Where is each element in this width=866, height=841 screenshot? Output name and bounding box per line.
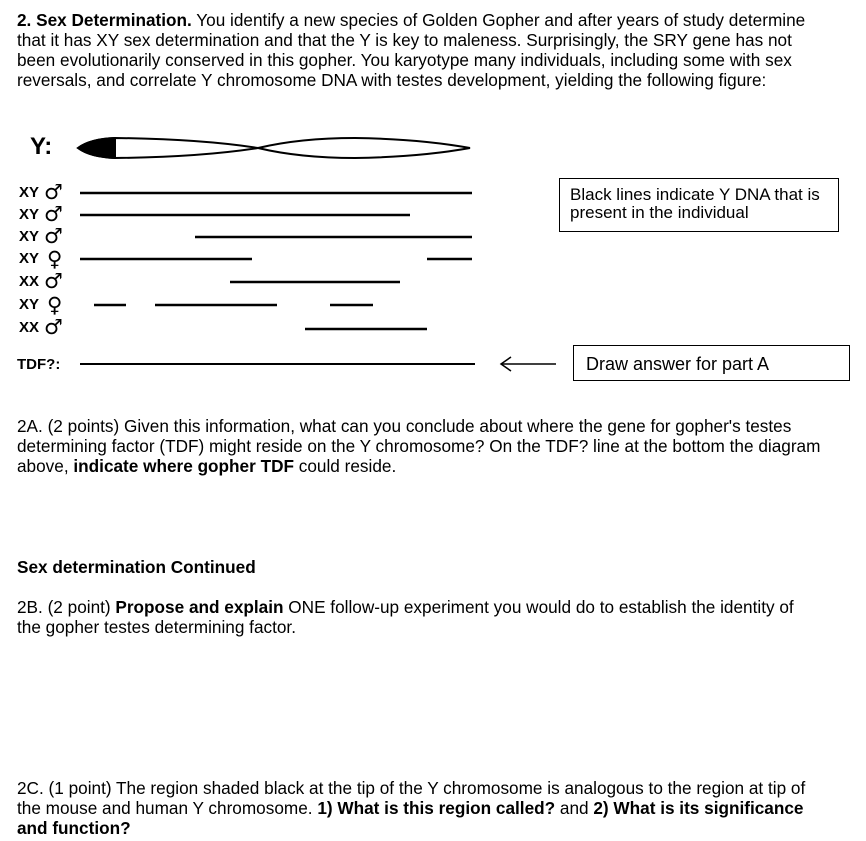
y-dna-lines [80, 193, 472, 329]
question-2b-emphasis: Propose and explain [115, 597, 284, 617]
row-karyotype: XX [19, 273, 40, 290]
question-2-number: 2. [17, 10, 32, 30]
pseudoautosomal-region-shading [78, 138, 115, 158]
row-karyotype: XY [19, 184, 40, 201]
question-2-paragraph [17, 10, 817, 90]
row-karyotype: XX [19, 319, 40, 336]
question-2c-mid: and [555, 798, 594, 818]
question-2a-lead: 2A. (2 points) Given this information, what can you conclude about where the gene for gopher's testes determining factor (TDF) might reside on the Y chromosome? On the TDF? line at the bottom the diagram above, [17, 416, 821, 476]
female-symbol-icon: ♀ [47, 247, 63, 271]
male-symbol-icon: ♂ [44, 269, 63, 293]
row-karyotype: XY [19, 228, 40, 245]
question-2c-paragraph [17, 778, 827, 838]
section-heading: Sex determination Continued [17, 557, 256, 577]
question-2b-tail: ONE follow-up experiment you would do to establish the identity of the gopher testes determining factor. [17, 597, 794, 637]
legend-box: Black lines indicate Y DNA that is present in the individual [559, 178, 839, 232]
question-2-title: Sex Determination. [36, 10, 192, 30]
question-2a-emphasis: indicate where gopher TDF [73, 456, 294, 476]
row-karyotype: XY [19, 296, 40, 313]
male-symbol-icon: ♂ [44, 315, 63, 339]
left-arrow-icon [501, 357, 556, 371]
question-2a-tail: could reside. [294, 456, 397, 476]
question-2c-part-1: 1) What is this region called? [317, 798, 556, 818]
question-2c-part-2: 2) What is its significance and function? [17, 798, 804, 838]
row-karyotype: XY [19, 250, 40, 267]
male-symbol-icon: ♂ [44, 180, 63, 204]
tdf-label: TDF?: [17, 356, 61, 373]
female-symbol-icon: ♀ [47, 293, 63, 317]
y-chromosome-label: Y: [30, 133, 53, 160]
question-2-body: You identify a new species of Golden Gopher and after years of study determine that it has XY sex determination and that the Y is key to maleness. Surprisingly, the SRY gene has not been evolutionarily conserved in this gopher. You karyotype many individuals, including some with sex reversals, and correlate Y chromosome DNA with testes development, yielding the following figure: [17, 10, 806, 90]
male-symbol-icon: ♂ [44, 202, 63, 226]
question-2a-paragraph [17, 416, 827, 476]
row-karyotype: XY [19, 206, 40, 223]
question-2c-lead: 2C. (1 point) The region shaded black at the tip of the Y chromosome is analogous to the region at tip of the mouse and human Y chromosome. [17, 778, 806, 818]
question-2b-lead: 2B. (2 point) [17, 597, 116, 617]
y-chromosome-diagram [78, 138, 470, 158]
question-2b-paragraph [17, 597, 817, 637]
answer-box-part-a: Draw answer for part A [573, 345, 850, 381]
male-symbol-icon: ♂ [44, 224, 63, 248]
